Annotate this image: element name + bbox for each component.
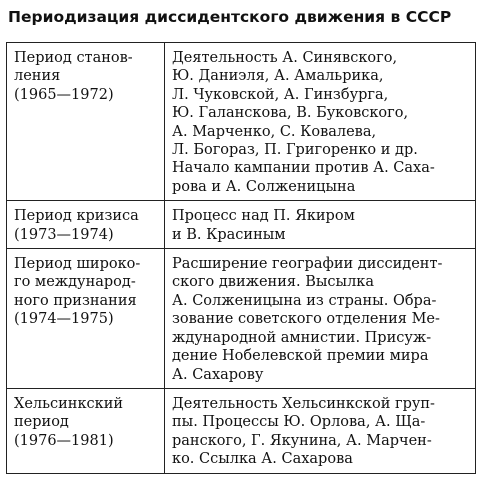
- events-line: А. Солженицына из страны. Обра-: [172, 292, 437, 309]
- events-line: дение Нобелевской премии мира: [172, 348, 429, 365]
- events-line: зование советского отделения Ме-: [172, 311, 440, 328]
- events-line: ранского, Г. Якунина, А. Марчен-: [172, 432, 432, 449]
- events-line: ского движения. Высылка: [172, 274, 374, 291]
- events-line: Процесс над П. Якиром: [172, 208, 355, 225]
- period-line: Период широко-: [14, 256, 141, 273]
- events-line: Л. Чуковской, А. Гинзбурга,: [172, 86, 389, 103]
- period-line: (1973—1974): [14, 226, 114, 243]
- events-cell: [165, 201, 476, 249]
- period-cell: [7, 388, 165, 473]
- period-cell: [7, 201, 165, 249]
- events-cell: [165, 388, 476, 473]
- period-line: го международ-: [14, 274, 136, 291]
- table-row: [7, 249, 476, 389]
- events-line: Начало кампании против А. Саха-: [172, 160, 435, 177]
- events-line: Л. Богораз, П. Григоренко и др.: [172, 142, 418, 159]
- period-line: Период станов-: [14, 50, 133, 66]
- period-line: (1974—1975): [14, 311, 114, 328]
- period-line: ления: [14, 68, 61, 85]
- events-line: пы. Процессы Ю. Орлова, А. Ща-: [172, 414, 426, 431]
- table-row: [7, 201, 476, 249]
- events-line: и В. Красиным: [172, 226, 286, 243]
- events-line: А. Марченко, С. Ковалева,: [172, 123, 377, 140]
- period-cell: [7, 43, 165, 201]
- period-cell: [7, 249, 165, 389]
- events-line: ждународной амнистии. Присуж-: [172, 329, 432, 346]
- events-cell: [165, 249, 476, 389]
- events-line: Ю. Даниэля, А. Амальрика,: [172, 68, 384, 85]
- period-line: период: [14, 414, 69, 431]
- period-line: Период кризиса: [14, 208, 139, 225]
- events-cell: [165, 43, 476, 201]
- period-line: (1976—1981): [14, 432, 114, 449]
- events-line: Ю. Галанскова, В. Буковского,: [172, 105, 409, 122]
- events-line: рова и А. Солженицына: [172, 178, 356, 195]
- period-line: ного признания: [14, 292, 137, 309]
- events-line: ко. Ссылка А. Сахарова: [172, 451, 353, 468]
- period-line: (1965—1972): [14, 86, 114, 103]
- events-line: Расширение географии диссидент-: [172, 256, 443, 273]
- events-line: Деятельность А. Синявского,: [172, 50, 398, 66]
- table-row: [7, 388, 476, 473]
- table-title: Периодизация диссидентского движения в СССР: [8, 8, 452, 26]
- period-line: Хельсинкский: [14, 395, 124, 412]
- events-line: А. Сахарову: [172, 366, 264, 383]
- events-line: Деятельность Хельсинкской груп-: [172, 395, 435, 412]
- table-row: [7, 43, 476, 201]
- periodization-table: [6, 42, 476, 474]
